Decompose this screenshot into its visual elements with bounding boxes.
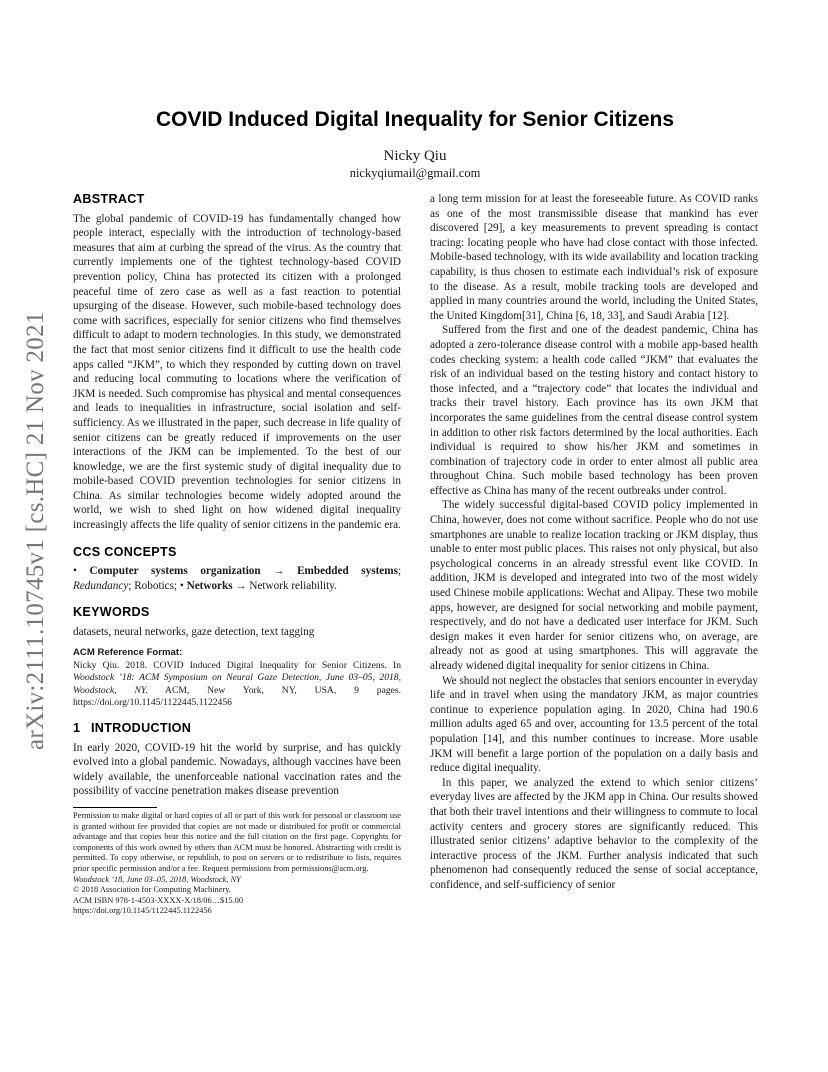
- paper-title: COVID Induced Digital Inequality for Senior Citizens: [155, 108, 675, 131]
- ccs-separator: ; Robotics;: [128, 579, 178, 592]
- ccs-term: Redundancy: [73, 579, 129, 592]
- keywords-heading: KEYWORDS: [73, 605, 150, 620]
- acm-reference-part: ACM, New York, NY, USA, 9 pages. https://doi.org/10.1145/1122445.1122456: [73, 684, 402, 708]
- acm-reference-text: [73, 660, 401, 709]
- keywords-text: datasets, neural networks, gaze detection, text tagging: [73, 626, 315, 639]
- permission-footnote: [73, 811, 401, 917]
- left-column: [73, 192, 401, 917]
- section-number: 1: [73, 721, 81, 736]
- ccs-term: Embedded systems: [297, 565, 398, 578]
- footnote-copyright: © 2018 Association for Computing Machinery.: [73, 885, 231, 895]
- ccs-term: Computer systems organization: [89, 565, 261, 578]
- permission-text: Permission to make digital or hard copies of all or part of this work for personal or classroom use is granted without fee provided that copies are not made or distributed for profit or commercial advantage and that copies bear this notice and the full citation on the first page. Copyrights for components of this work owned by others than ACM must be honored. Abstracting with credit is permitted. To copy otherwise, or republish, to post on servers or to redistribute to lists, requires prior specific permission and/or a fee. Request permissions from permissions@acm.org.: [73, 811, 401, 873]
- footnote-venue: Woodstock ’18, June 03–05, 2018, Woodstock, NY: [73, 874, 241, 884]
- introduction-heading: [73, 721, 401, 736]
- ccs-term: Network reliability.: [249, 579, 337, 592]
- ccs-arrow: →: [273, 565, 285, 578]
- ccs-bullet: •: [179, 579, 184, 592]
- ccs-arrow: →: [235, 579, 247, 592]
- ccs-concepts-text: [73, 564, 401, 593]
- ccs-term: Networks: [186, 579, 233, 592]
- introduction-paragraph: Suffered from the first and one of the deadest pandemic, China has adopted a zero-tolerance disease control with a mobile app-based health codes checking system: a health code called “JKM” that evaluates the risk of an individual based on the testing history and contact history to those infected, and a “trajectory code” that locates the individual and tracks their travel history. Each province has its own JKM that incorporates the same guidelines from the central disease control system in addition to other risk factors determined by the local authorities. Each individual is required to show his/her JKM and sometimes in combination of trajectory code in order to enter almost all public area throughout China. Such mobile based technology has been proven effective as China has many of the recent outbreaks under control.: [430, 324, 758, 497]
- abstract-heading: ABSTRACT: [73, 192, 145, 206]
- author-name: Nicky Qiu: [383, 148, 447, 164]
- introduction-paragraph: In early 2020, COVID-19 hit the world by surprise, and has quickly evolved into a global pandemic. Nowadays, although vaccines have been widely available, the unenforceable national vaccination rates and the possibility of vaccine penetration makes disease prevention: [73, 741, 401, 798]
- introduction-paragraph: The widely successful digital-based COVID policy implemented in China, however, does not come without sacrifice. People who do not use smartphones are unable to realize location tracking or JKM display, thus unable to enter most public places. This raises not only physical, but also psychological concerns in an already stressful event like COVID. In addition, JKM is developed and integrated into two of the most widely used Chinese mobile applications: Wechat and Alipay. These two mobile apps, however, are designed for social networking and mobile payment, respectively, and do not have a dedicated user interface for JKM. Such design makes it even harder for senior citizens who, on average, are already not as good at using smartphones. This will aggravate the already widened digital inequality for senior citizens in China.: [430, 499, 758, 672]
- author-email: nickyqiumail@gmail.com: [349, 166, 481, 180]
- footnote-rule: [73, 807, 157, 808]
- ccs-concepts-heading: CCS CONCEPTS: [73, 544, 177, 559]
- acm-reference-heading: ACM Reference Format:: [73, 646, 183, 658]
- right-column: [430, 192, 758, 893]
- ccs-bullet: •: [73, 565, 77, 578]
- acm-reference-venue: Woodstock ’18: ACM Symposium on Neural Gaze Detection, June 03–05, 2018, Woodstock, NY.: [73, 672, 401, 696]
- footnote-isbn: ACM ISBN 978-1-4503-XXXX-X/18/06…$15.00: [73, 895, 244, 905]
- introduction-paragraph: a long term mission for at least the foreseeable future. As COVID ranks as one of the most transmissible disease that mankind has ever discovered [29], a key measurements to prevent spreading is contact tracing: locating people who have had close contact with those infected. Mobile-based technology, with its wide availability and location tracking capability, is thus chosen to estimate each individual’s risk of exposure to the disease. As a result, mobile tracking tools are developed and applied in many countries around the world, including the United States, the United Kingdom[31], China [6, 18, 33], and Saudi Arabia [12].: [430, 193, 758, 322]
- footnote-doi: https://doi.org/10.1145/1122445.1122456: [73, 906, 212, 916]
- ccs-separator: ;: [397, 565, 402, 578]
- acm-reference-part: Nicky Qiu. 2018. COVID Induced Digital Inequality for Senior Citizens. In: [73, 660, 401, 672]
- abstract-text: The global pandemic of COVID-19 has fundamentally changed how people interact, especially with the introduction of technology-based measures that aim at curbing the spread of the virus. As the country that currently implements one of the tightest technology-based COVID prevention policy, China has protected its citizen with a prolonged peaceful time of zero case as well as a fast reaction to potential upsurging of the disease. However, such mobile-based technology does come with sacrifices, especially for senior citizens who find themselves difficult to adapt to modern technologies. In this study, we demonstrated the fact that most senior citizens find it difficult to use the health code apps called “JKM”, to which they responded by cutting down on travel and reducing local commuting to locations where the verification of JKM is needed. Such compromise has physical and mental consequences and leads to inequalities in infrastructure, social isolation and self-sufficiency. As we illustrated in the paper, such decrease in life quality of senior citizens can be greatly reduced if improvements on the user interactions of the JKM can be implemented. To the best of our knowledge, we are the first systemic study of digital inequality due to mobile-based COVID prevention technologies for senior citizens in China. As similar technologies become widely adopted around the world, we wish to shed light on how widened digital inequality increasingly affects the life quality of senior citizens in the pandemic era.: [73, 212, 401, 532]
- section-title: INTRODUCTION: [91, 721, 192, 736]
- arxiv-identifier-stamp: arXiv:2111.10745v1 [cs.HC] 21 Nov 2021: [22, 311, 49, 750]
- introduction-paragraph: We should not neglect the obstacles that seniors encounter in everyday life and in travel when using the mandatory JKM, as major countries continue to experience population aging. In 2020, China had 190.6 million adults aged 65 and over, accounting for 13.5 percent of the total population [14], and this number continues to increase. More usable JKM will benefit a large portion of the population on a daily basis and reduce digital inequality.: [430, 674, 758, 775]
- introduction-paragraph: In this paper, we analyzed the extend to which senior citizens’ everyday lives are affected by the JKM app in China. Our results showed that both their travel intentions and their willingness to commute to local activity centers and grocery stores are significantly reduced. This illustrated senior citizens’ adaptive behavior to the complexity of the interactive process of the JKM. Further analysis indicated that such phenomenon had consequently reduced the sense of social acceptance, confidence, and self-sufficiency of senior: [430, 776, 758, 891]
